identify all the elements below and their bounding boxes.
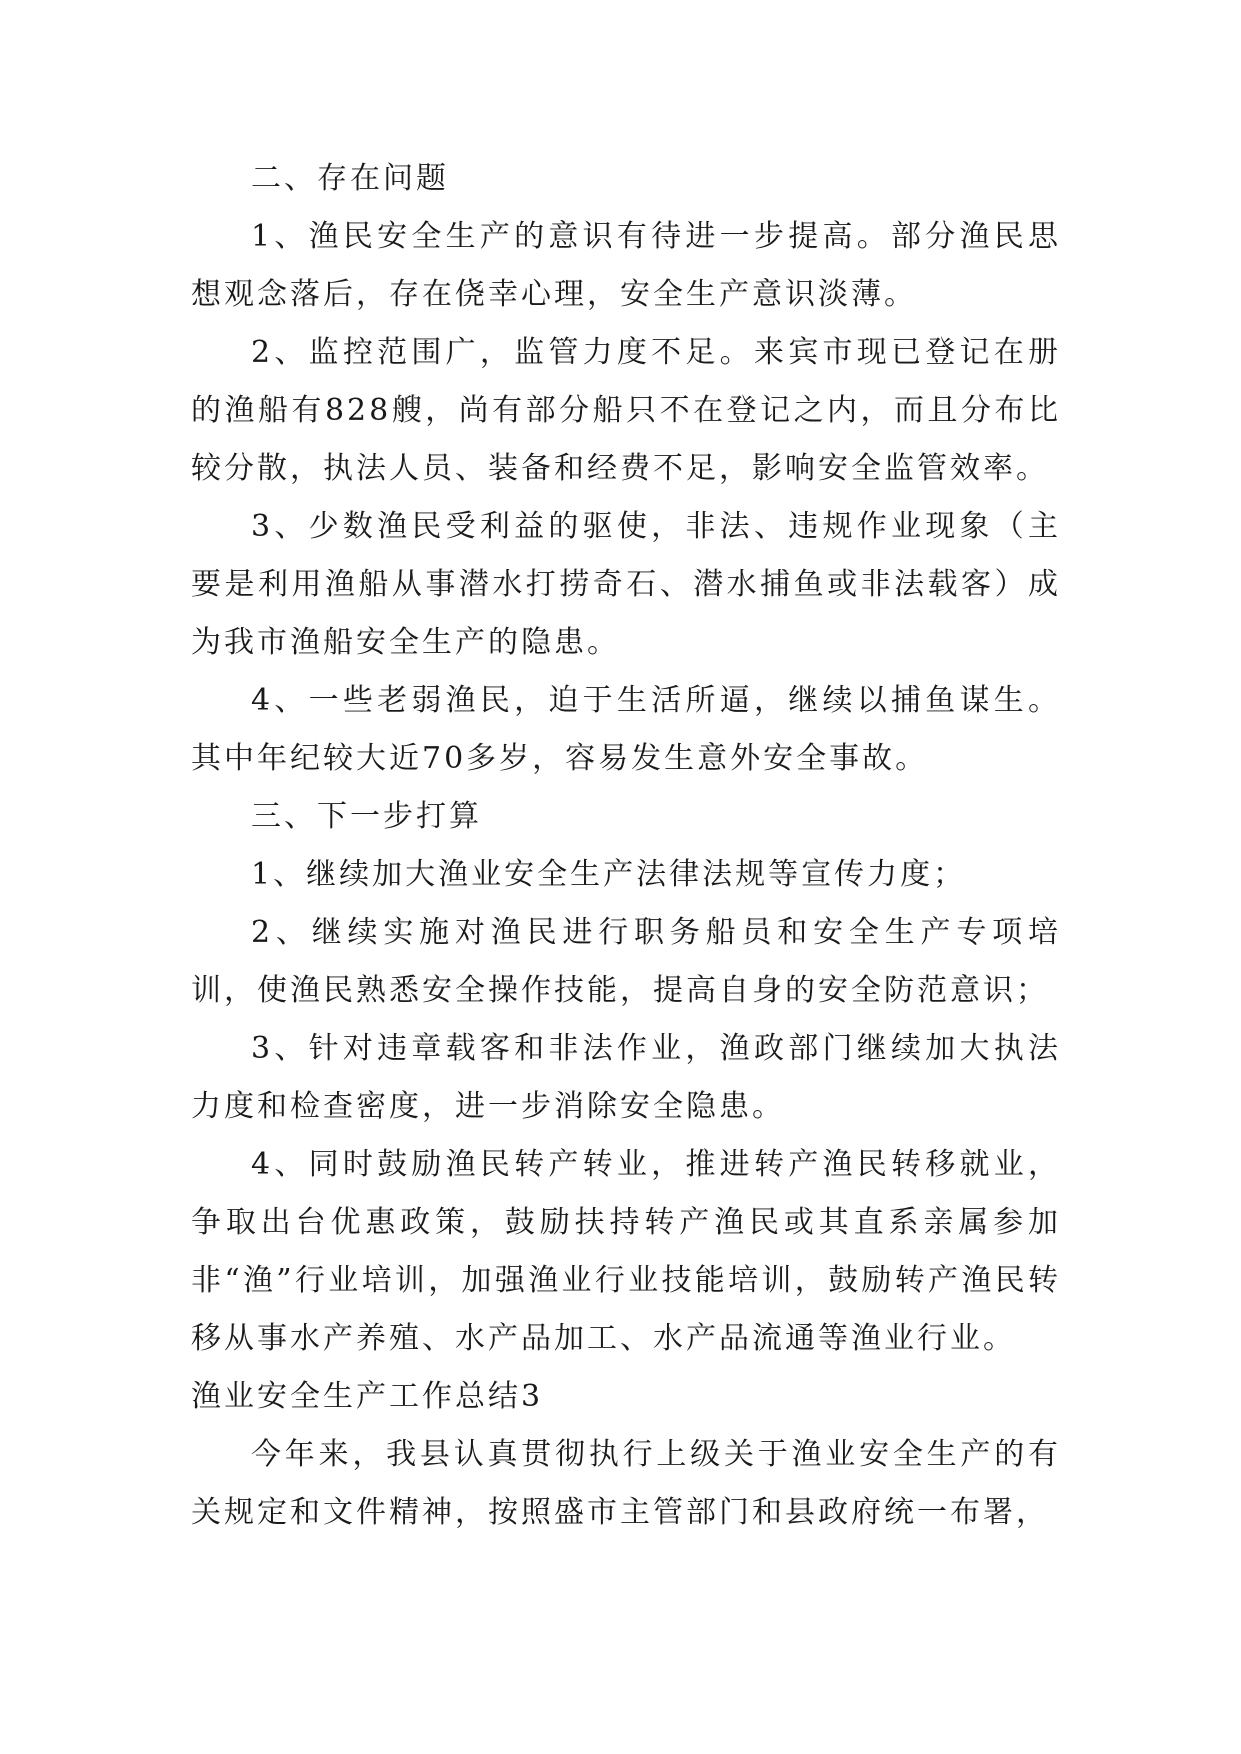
section-heading-problems: 二、存在问题 bbox=[251, 161, 449, 196]
paragraph-problem-4: 4、一些老弱渔民，迫于生活所逼，继续以捕鱼谋生。其中年纪较大近70多岁，容易发生意外安全事故。 bbox=[191, 683, 1061, 776]
paragraph-plan-1: 1、继续加大渔业安全生产法律法规等宣传力度； bbox=[251, 857, 967, 892]
section-heading-next-steps: 三、下一步打算 bbox=[251, 799, 482, 834]
paragraph-problem-1: 1、渔民安全生产的意识有待进一步提高。部分渔民思想观念落后，存在侥幸心理，安全生产意识淡薄。 bbox=[191, 219, 1061, 312]
document-section-title: 渔业安全生产工作总结3 bbox=[191, 1379, 544, 1414]
paragraph-summary-intro: 今年来，我县认真贯彻执行上级关于渔业安全生产的有关规定和文件精神，按照盛市主管部门和县政府统一布署， bbox=[191, 1437, 1061, 1530]
document-body bbox=[191, 150, 1061, 1542]
paragraph-plan-2: 2、继续实施对渔民进行职务船员和安全生产专项培训，使渔民熟悉安全操作技能，提高自身的安全防范意识； bbox=[191, 915, 1061, 1008]
paragraph-problem-3: 3、少数渔民受利益的驱使，非法、违规作业现象（主要是利用渔船从事潜水打捞奇石、潜水捕鱼或非法载客）成为我市渔船安全生产的隐患。 bbox=[191, 509, 1061, 660]
paragraph-plan-3: 3、针对违章载客和非法作业，渔政部门继续加大执法力度和检查密度，进一步消除安全隐患。 bbox=[191, 1031, 1061, 1124]
paragraph-plan-4: 4、同时鼓励渔民转产转业，推进转产渔民转移就业，争取出台优惠政策，鼓励扶持转产渔民或其直系亲属参加非“渔”行业培训，加强渔业行业技能培训，鼓励转产渔民转移从事水产养殖、水产品加工、水产品流通等渔业行业。 bbox=[191, 1147, 1061, 1356]
paragraph-problem-2: 2、监控范围广，监管力度不足。来宾市现已登记在册的渔船有828艘，尚有部分船只不在登记之内，而且分布比较分散，执法人员、装备和经费不足，影响安全监管效率。 bbox=[191, 335, 1061, 486]
